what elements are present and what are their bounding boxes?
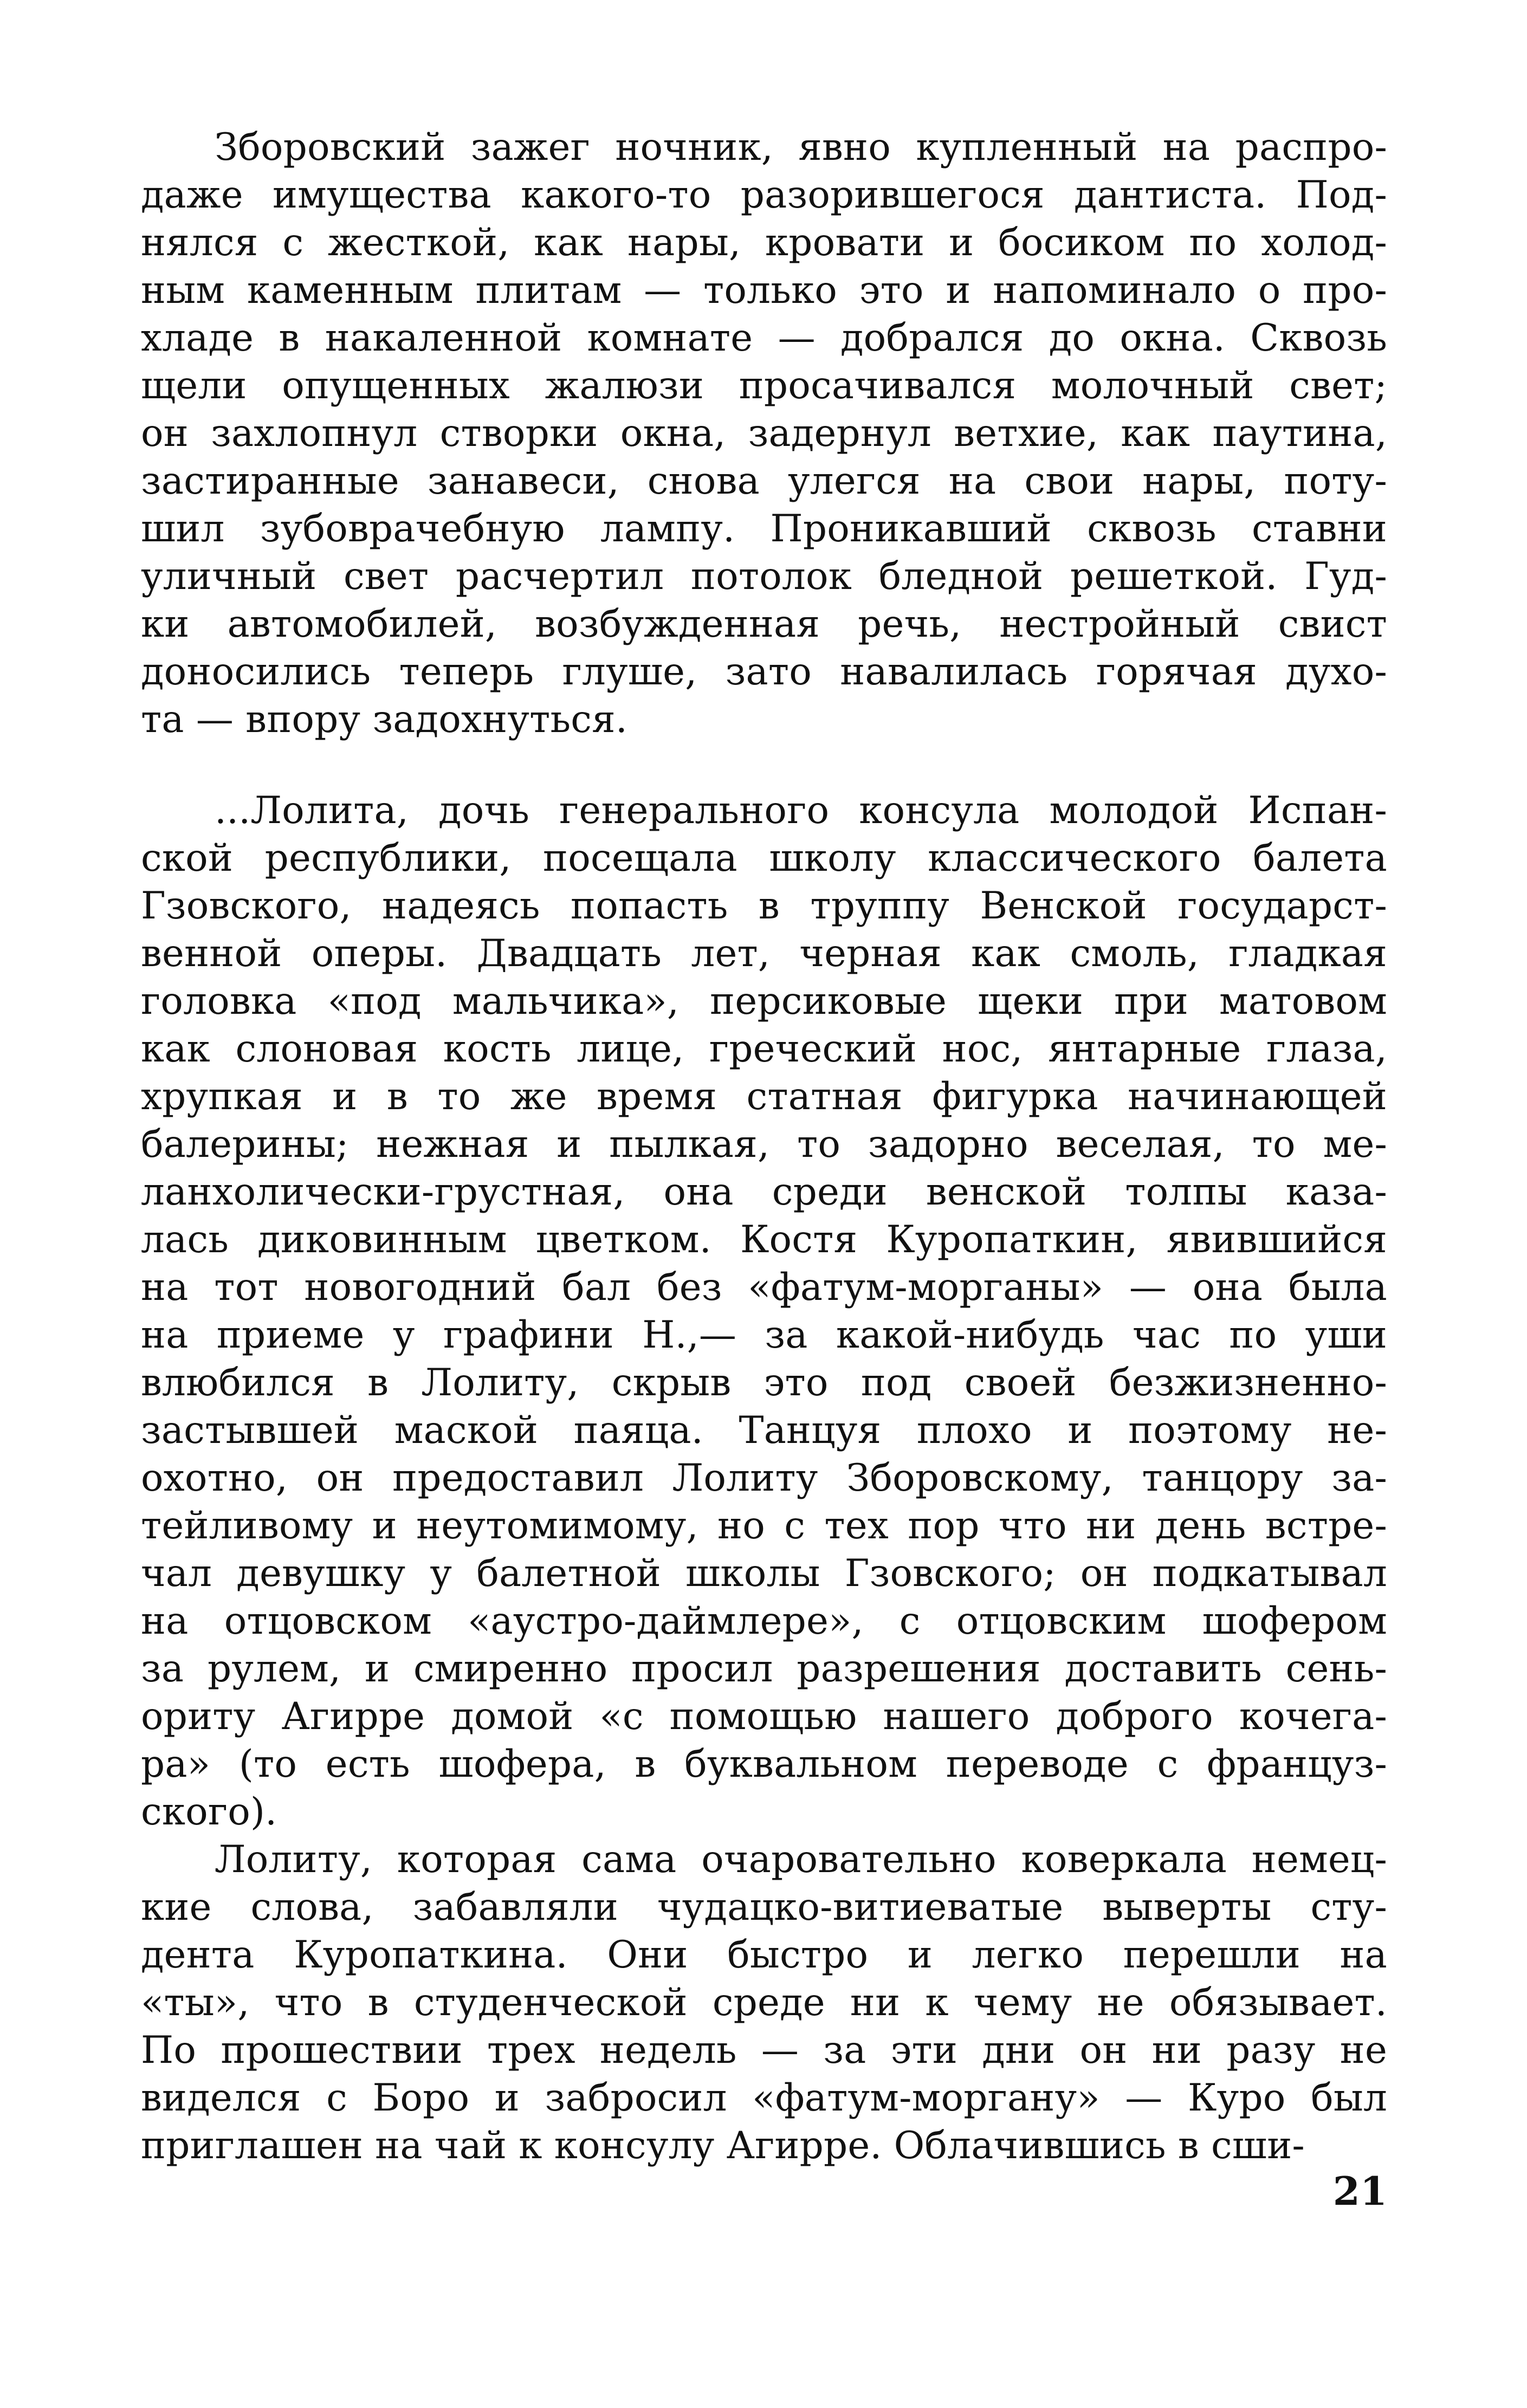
- text-line: балерины; нежная и пылкая, то задорно веселая, то ме-: [141, 1123, 1387, 1166]
- paragraph-2: [141, 787, 1387, 1836]
- text-line: По прошествии трех недель — за эти дни он ни разу не: [141, 2029, 1387, 2072]
- text-line: ки автомобилей, возбужденная речь, нестройный свист: [141, 603, 1387, 646]
- text-line: ланхолически-грустная, она среди венской толпы каза-: [141, 1170, 1387, 1214]
- text-line: на тот новогодний бал без «фатум-морганы» — она была: [141, 1266, 1387, 1309]
- text-line: виделся с Боро и забросил «фатум-моргану» — Куро был: [141, 2076, 1387, 2120]
- text-line: охотно, он предоставил Лолиту Зборовскому, танцору за-: [141, 1457, 1387, 1500]
- text-block-top: [141, 124, 1387, 743]
- text-line: приглашен на чай к консулу Агирре. Облачившись в сши-: [141, 2124, 1305, 2167]
- text-line: головка «под мальчика», персиковые щеки при матовом: [141, 980, 1387, 1023]
- text-block-main: [141, 787, 1387, 2170]
- text-line: уличный свет расчертил потолок бледной решеткой. Гуд-: [141, 555, 1387, 598]
- text-line: доносились теперь глуше, зато навалилась горячая духо-: [141, 650, 1387, 694]
- text-line: застиранные занавеси, снова улегся на свои нары, поту-: [141, 459, 1387, 503]
- text-line: та — впору задохнуться.: [141, 698, 627, 741]
- page-number: 21: [1332, 2168, 1387, 2214]
- text-line: ...Лолита, дочь генерального консула молодой Испан-: [215, 789, 1387, 832]
- text-line: ра» (то есть шофера, в буквальном переводе с француз-: [141, 1743, 1387, 1786]
- text-line: на приеме у графини Н.,— за какой-нибудь час по уши: [141, 1313, 1387, 1357]
- text-line: щели опущенных жалюзи просачивался молочный свет;: [141, 364, 1387, 407]
- text-line: дента Куропаткина. Они быстро и легко перешли на: [141, 1933, 1387, 1977]
- text-line: ным каменным плитам — только это и напоминало о про-: [141, 269, 1387, 312]
- paragraph-3: [141, 1836, 1387, 2170]
- text-line: ского).: [141, 1790, 277, 1834]
- text-line: застывшей маской паяца. Танцуя плохо и поэтому не-: [141, 1409, 1387, 1452]
- text-line: ской республики, посещала школу классического балета: [141, 837, 1387, 880]
- text-line: Зборовский зажег ночник, явно купленный на распро-: [215, 126, 1387, 169]
- text-line: лась диковинным цветком. Костя Куропаткин, явившийся: [141, 1218, 1387, 1261]
- text-line: венной оперы. Двадцать лет, черная как смоль, гладкая: [141, 932, 1387, 975]
- text-line: даже имущества какого-то разорившегося дантиста. Под-: [141, 173, 1387, 217]
- text-line: влюбился в Лолиту, скрыв это под своей безжизненно-: [141, 1361, 1387, 1404]
- text-line: хрупкая и в то же время статная фигурка начинающей: [141, 1075, 1387, 1118]
- text-line: он захлопнул створки окна, задернул ветхие, как паутина,: [141, 412, 1387, 455]
- text-line: за рулем, и смиренно просил разрешения доставить сень-: [141, 1647, 1387, 1691]
- text-line: тейливому и неутомимому, но с тех пор что ни день встре-: [141, 1504, 1387, 1548]
- text-line: шил зубоврачебную лампу. Проникавший сквозь ставни: [141, 507, 1387, 551]
- paragraph-1: [141, 124, 1387, 743]
- text-line: как слоновая кость лице, греческий нос, янтарные глаза,: [141, 1027, 1387, 1071]
- text-line: на отцовском «аустро-даймлере», с отцовским шофером: [141, 1600, 1387, 1643]
- text-line: кие слова, забавляли чудацко-витиеватые выверты сту-: [141, 1886, 1387, 1929]
- text-line: нялся с жесткой, как нары, кровати и босиком по холод-: [141, 221, 1387, 264]
- text-line: Гзовского, надеясь попасть в труппу Венской государст-: [141, 884, 1387, 928]
- text-line: «ты», что в студенческой среде ни к чему не обязывает.: [141, 1981, 1387, 2024]
- text-line: ориту Агирре домой «с помощью нашего доброго кочега-: [141, 1695, 1387, 1738]
- text-line: Лолиту, которая сама очаровательно коверкала немец-: [215, 1838, 1387, 1881]
- text-line: хладе в накаленной комнате — добрался до окна. Сквозь: [141, 316, 1387, 360]
- text-line: чал девушку у балетной школы Гзовского; он подкатывал: [141, 1552, 1387, 1595]
